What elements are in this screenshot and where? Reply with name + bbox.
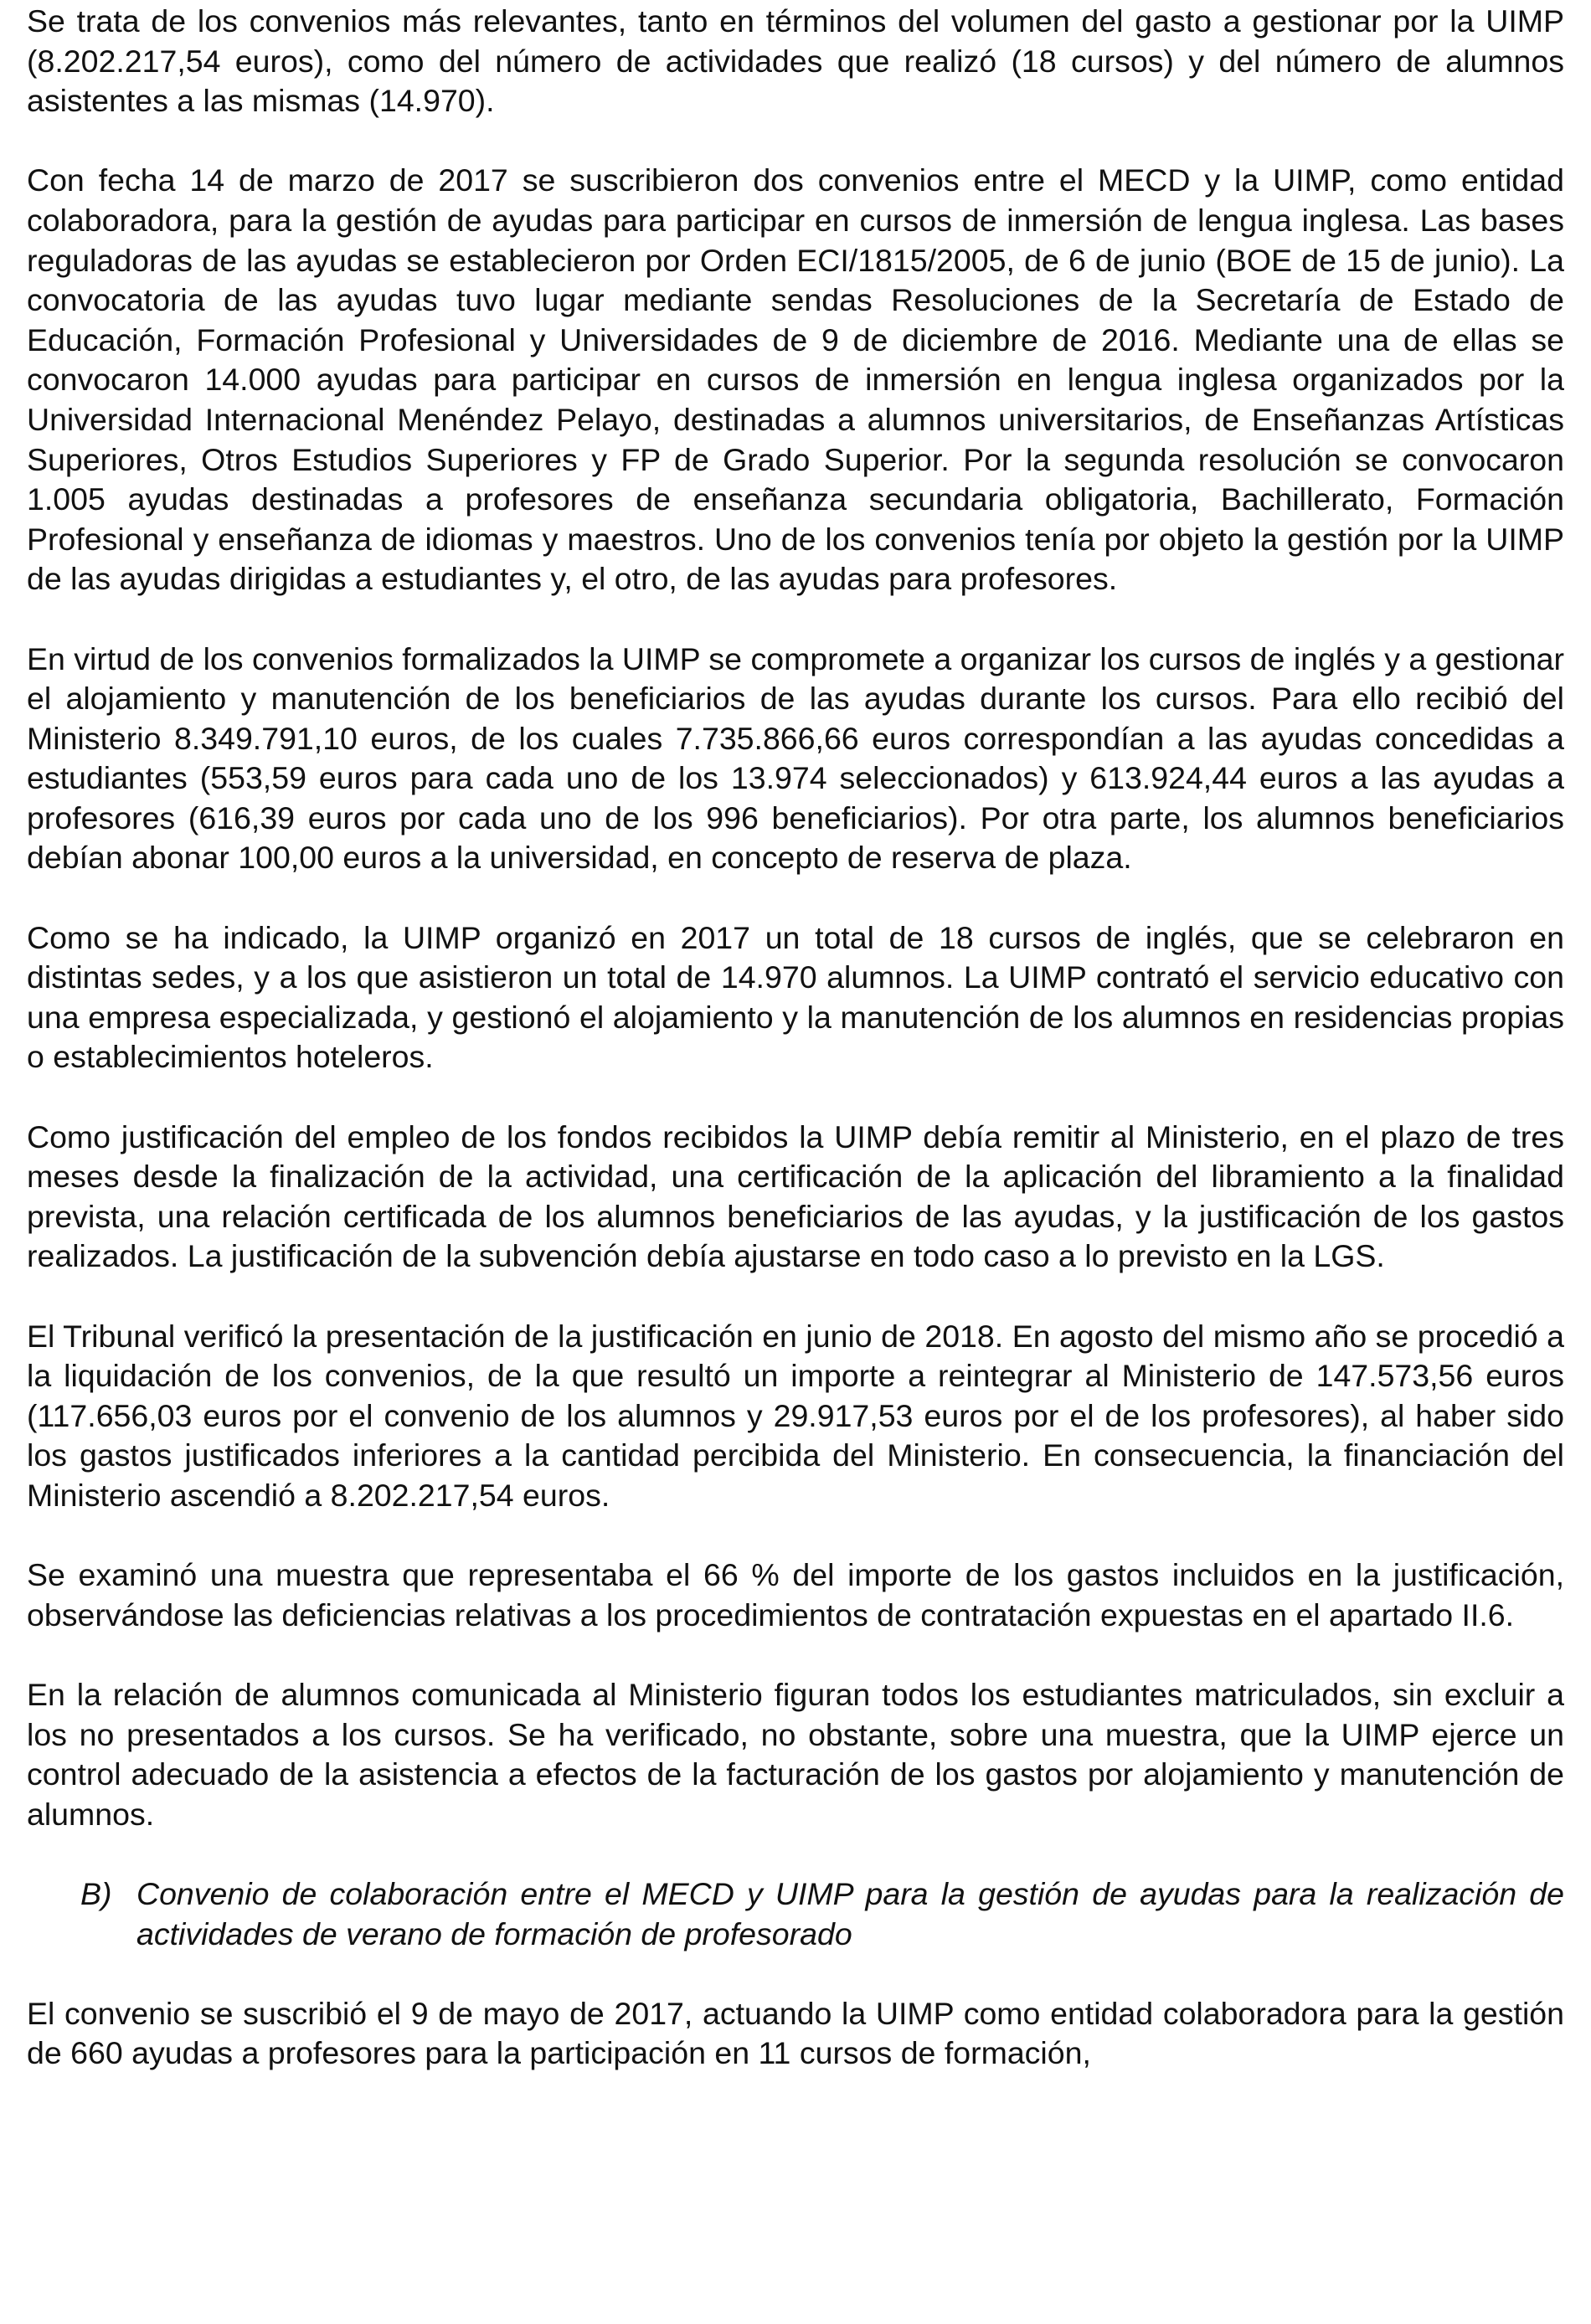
paragraph-1: Se trata de los convenios más relevantes, tanto en términos del volumen del gasto a gestionar por la UIMP (8.202.217,54 euros), como del número de actividades que realizó (18 cursos) y del número de alumnos asistentes a las mismas (14.970). — [27, 3, 1564, 119]
paragraph-2: Con fecha 14 de marzo de 2017 se suscribieron dos convenios entre el MECD y la UIMP, como entidad colaboradora, para la gestión de ayudas para participar en cursos de inmersión de lengua inglesa. Las bases reguladoras de las ayudas se establecieron por Orden ECI/1815/2005, de 6 de junio (BOE de 15 de junio). La convocatoria de las ayudas tuvo lugar mediante sendas Resoluciones de la Secretaría de Estado de Educación, Formación Profesional y Universidades de 9 de diciembre de 2016. Mediante una de ellas se convocaron 14.000 ayudas para participar en cursos de inmersión en lengua inglesa organizados por la Universidad Internacional Menéndez Pelayo, destinadas a alumnos universitarios, de Enseñanzas Artísticas Superiores, Otros Estudios Superiores y FP de Grado Superior. Por la segunda resolución se convocaron 1.005 ayudas destinadas a profesores de enseñanza secundaria obligatoria, Bachillerato, Formación Profesional y enseñanza de idiomas y maestros. Uno de los convenios tenía por objeto la gestión por la UIMP de las ayudas dirigidas a estudiantes y, el otro, de las ayudas para profesores. — [27, 162, 1564, 597]
paragraph-4: Como se ha indicado, la UIMP organizó en 2017 un total de 18 cursos de inglés, que se celebraron en distintas sedes, y a los que asistieron un total de 14.970 alumnos. La UIMP contrató el servicio educativo con una empresa especializada, y gestionó el alojamiento y la manutención de los alumnos en residencias propias o establecimientos hoteleros. — [27, 919, 1564, 1075]
paragraph-3: En virtud de los convenios formalizados la UIMP se compromete a organizar los cursos de inglés y a gestionar el alojamiento y manutención de los beneficiarios de las ayudas durante los cursos. Para ello recibió del Ministerio 8.349.791,10 euros, de los cuales 7.735.866,66 euros correspondían a las ayudas concedidas a estudiantes (553,59 euros para cada uno de los 13.974 seleccionados) y 613.924,44 euros a las ayudas a profesores (616,39 euros por cada uno de los 996 beneficiarios). Por otra parte, los alumnos beneficiarios debían abonar 100,00 euros a la universidad, en concepto de reserva de plaza. — [27, 640, 1564, 876]
document-page — [27, 2, 1564, 2074]
subsection-letter: B) — [80, 1875, 112, 1911]
paragraph-7: Se examinó una muestra que representaba el 66 % del importe de los gastos incluidos en la justificación, observándose las deficiencias relativas a los procedimientos de contratación expuestas en el apartado II.6. — [27, 1557, 1564, 1632]
paragraph-9: El convenio se suscribió el 9 de mayo de 2017, actuando la UIMP como entidad colaboradora para la gestión de 660 ayudas a profesores para la participación en 11 cursos de formación, — [27, 1995, 1564, 2071]
paragraph-8: En la relación de alumnos comunicada al Ministerio figuran todos los estudiantes matriculados, sin excluir a los no presentados a los cursos. Se ha verificado, no obstante, sobre una muestra, que la UIMP ejerce un control adecuado de la asistencia a efectos de la facturación de los gastos por alojamiento y manutención de alumnos. — [27, 1676, 1564, 1832]
subsection-heading — [80, 1874, 1564, 1954]
paragraph-6: El Tribunal verificó la presentación de la justificación en junio de 2018. En agosto del mismo año se procedió a la liquidación de los convenios, de la que resultó un importe a reintegrar al Ministerio de 147.573,56 euros (117.656,03 euros por el convenio de los alumnos y 29.917,53 euros por el de los profesores), al haber sido los gastos justificados inferiores a la cantidad percibida del Ministerio. En consecuencia, la financiación del Ministerio ascendió a 8.202.217,54 euros. — [27, 1318, 1564, 1513]
subsection-title: Convenio de colaboración entre el MECD y UIMP para la gestión de ayudas para la realización de actividades de verano de formación de profesorado — [136, 1875, 1564, 1951]
paragraph-5: Como justificación del empleo de los fondos recibidos la UIMP debía remitir al Ministerio, en el plazo de tres meses desde la finalización de la actividad, una certificación de la aplicación del libramiento a la finalidad prevista, una relación certificada de los alumnos beneficiarios de las ayudas, y la justificación de los gastos realizados. La justificación de la subvención debía ajustarse en todo caso a lo previsto en la LGS. — [27, 1118, 1564, 1274]
